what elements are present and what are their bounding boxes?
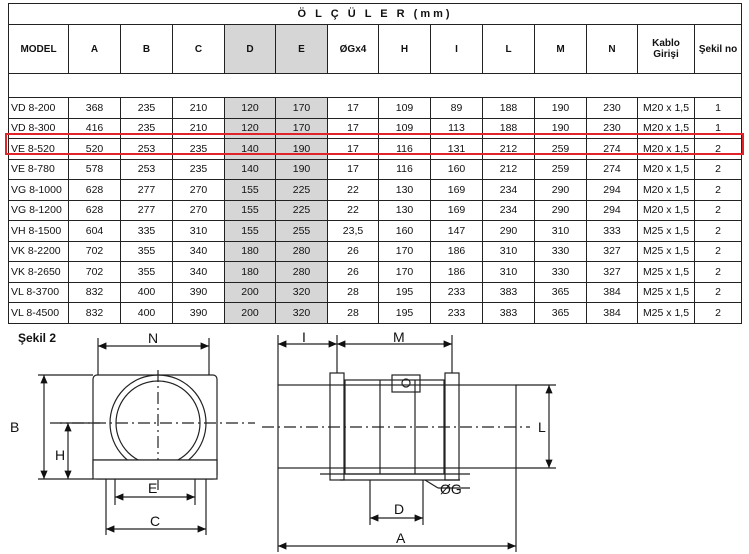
model-cell: VK 8-2650 [9, 262, 69, 283]
table-body [9, 98, 742, 324]
value-cell: 28 [328, 282, 379, 303]
value-cell: 327 [587, 241, 638, 262]
model-cell: VK 8-2200 [9, 241, 69, 262]
header-cell: D [225, 25, 276, 74]
header-row [9, 25, 742, 74]
table-row [9, 241, 742, 262]
technical-drawing [0, 330, 749, 554]
header-cell: Şekil no [695, 25, 742, 74]
value-cell: 520 [69, 139, 121, 160]
header-cell: I [431, 25, 483, 74]
value-cell: 116 [379, 139, 431, 160]
value-cell: 169 [431, 180, 483, 201]
value-cell: 628 [69, 180, 121, 201]
value-cell: 160 [379, 221, 431, 242]
value-cell: 234 [483, 200, 535, 221]
value-cell: 702 [69, 262, 121, 283]
value-cell: 195 [379, 303, 431, 324]
value-cell: 333 [587, 221, 638, 242]
value-cell: 365 [535, 303, 587, 324]
dim-A: A [396, 530, 406, 546]
table-row [9, 262, 742, 283]
model-cell: VL 8-3700 [9, 282, 69, 303]
value-cell: 120 [225, 98, 276, 119]
dim-B: B [10, 419, 20, 435]
value-cell: 2 [695, 139, 742, 160]
value-cell: 190 [535, 98, 587, 119]
value-cell: 190 [276, 159, 328, 180]
value-cell: 180 [225, 262, 276, 283]
value-cell: 310 [483, 262, 535, 283]
blank-row [9, 74, 742, 98]
value-cell: 155 [225, 221, 276, 242]
header-cell: L [483, 25, 535, 74]
value-cell: 832 [69, 282, 121, 303]
table-row [9, 200, 742, 221]
header-cell: M [535, 25, 587, 74]
value-cell: 832 [69, 303, 121, 324]
value-cell: 131 [431, 139, 483, 160]
value-cell: 235 [173, 139, 225, 160]
model-cell: VD 8-200 [9, 98, 69, 119]
value-cell: 327 [587, 262, 638, 283]
model-cell: VE 8-520 [9, 139, 69, 160]
value-cell: M25 x 1,5 [638, 282, 695, 303]
table-title: Ö L Ç Ü L E R (mm) [9, 4, 742, 25]
value-cell: 294 [587, 180, 638, 201]
value-cell: 290 [535, 200, 587, 221]
table-row [9, 303, 742, 324]
dim-I: I [302, 330, 306, 345]
value-cell: M20 x 1,5 [638, 200, 695, 221]
value-cell: 277 [121, 180, 173, 201]
value-cell: 2 [695, 200, 742, 221]
header-cell: E [276, 25, 328, 74]
value-cell: 17 [328, 118, 379, 139]
value-cell: 259 [535, 159, 587, 180]
value-cell: 188 [483, 118, 535, 139]
value-cell: 2 [695, 241, 742, 262]
value-cell: 200 [225, 282, 276, 303]
value-cell: 400 [121, 303, 173, 324]
value-cell: 28 [328, 303, 379, 324]
value-cell: 290 [535, 180, 587, 201]
value-cell: 109 [379, 98, 431, 119]
value-cell: 225 [276, 180, 328, 201]
value-cell: 383 [483, 303, 535, 324]
value-cell: 160 [431, 159, 483, 180]
value-cell: 235 [121, 98, 173, 119]
value-cell: 330 [535, 241, 587, 262]
header-cell: H [379, 25, 431, 74]
value-cell: 1 [695, 118, 742, 139]
model-cell: VG 8-1000 [9, 180, 69, 201]
side-view [262, 373, 530, 480]
value-cell: 17 [328, 159, 379, 180]
value-cell: 277 [121, 200, 173, 221]
value-cell: 280 [276, 241, 328, 262]
figure-label: Şekil 2 [18, 331, 57, 345]
table-row [9, 159, 742, 180]
value-cell: 147 [431, 221, 483, 242]
value-cell: 320 [276, 282, 328, 303]
value-cell: 2 [695, 180, 742, 201]
header-cell: C [173, 25, 225, 74]
dim-H: H [55, 447, 66, 463]
value-cell: 368 [69, 98, 121, 119]
value-cell: 259 [535, 139, 587, 160]
value-cell: 170 [379, 241, 431, 262]
value-cell: 22 [328, 180, 379, 201]
value-cell: 355 [121, 241, 173, 262]
value-cell: 628 [69, 200, 121, 221]
value-cell: 130 [379, 200, 431, 221]
value-cell: 140 [225, 139, 276, 160]
value-cell: 274 [587, 139, 638, 160]
value-cell: 290 [483, 221, 535, 242]
header-cell: A [69, 25, 121, 74]
value-cell: 116 [379, 159, 431, 180]
value-cell: 230 [587, 98, 638, 119]
value-cell: 270 [173, 180, 225, 201]
value-cell: 190 [535, 118, 587, 139]
value-cell: M25 x 1,5 [638, 221, 695, 242]
front-view [50, 370, 255, 490]
model-cell: VL 8-4500 [9, 303, 69, 324]
header-cell: N [587, 25, 638, 74]
value-cell: M25 x 1,5 [638, 241, 695, 262]
value-cell: 235 [173, 159, 225, 180]
model-cell: VD 8-300 [9, 118, 69, 139]
value-cell: 383 [483, 282, 535, 303]
value-cell: M20 x 1,5 [638, 118, 695, 139]
table-row [9, 180, 742, 201]
value-cell: 233 [431, 282, 483, 303]
value-cell: 155 [225, 200, 276, 221]
value-cell: 384 [587, 303, 638, 324]
value-cell: 253 [121, 159, 173, 180]
value-cell: M25 x 1,5 [638, 262, 695, 283]
value-cell: 140 [225, 159, 276, 180]
highlight-box [5, 133, 744, 155]
value-cell: 23,5 [328, 221, 379, 242]
value-cell: 186 [431, 262, 483, 283]
value-cell: 170 [276, 118, 328, 139]
value-cell: 2 [695, 303, 742, 324]
value-cell: 355 [121, 262, 173, 283]
dim-C: C [150, 513, 161, 529]
model-cell: VG 8-1200 [9, 200, 69, 221]
value-cell: 130 [379, 180, 431, 201]
value-cell: 234 [483, 180, 535, 201]
value-cell: 390 [173, 282, 225, 303]
value-cell: M20 x 1,5 [638, 139, 695, 160]
value-cell: 702 [69, 241, 121, 262]
value-cell: 170 [276, 98, 328, 119]
model-cell: VH 8-1500 [9, 221, 69, 242]
value-cell: 253 [121, 139, 173, 160]
value-cell: 310 [173, 221, 225, 242]
value-cell: 195 [379, 282, 431, 303]
value-cell: 2 [695, 282, 742, 303]
value-cell: 1 [695, 98, 742, 119]
value-cell: 280 [276, 262, 328, 283]
value-cell: 335 [121, 221, 173, 242]
value-cell: 180 [225, 241, 276, 262]
value-cell: 17 [328, 139, 379, 160]
value-cell: 330 [535, 262, 587, 283]
value-cell: 22 [328, 200, 379, 221]
value-cell: 169 [431, 200, 483, 221]
value-cell: 320 [276, 303, 328, 324]
value-cell: 235 [121, 118, 173, 139]
value-cell: 390 [173, 303, 225, 324]
value-cell: 365 [535, 282, 587, 303]
value-cell: 2 [695, 262, 742, 283]
value-cell: M20 x 1,5 [638, 159, 695, 180]
header-cell: Kablo Girişi [638, 25, 695, 74]
value-cell: 113 [431, 118, 483, 139]
value-cell: 89 [431, 98, 483, 119]
value-cell: 2 [695, 159, 742, 180]
value-cell: 212 [483, 139, 535, 160]
value-cell: 310 [483, 241, 535, 262]
value-cell: M20 x 1,5 [638, 98, 695, 119]
value-cell: 578 [69, 159, 121, 180]
value-cell: 212 [483, 159, 535, 180]
value-cell: 294 [587, 200, 638, 221]
dim-E: E [148, 480, 158, 496]
table-row [9, 221, 742, 242]
value-cell: 230 [587, 118, 638, 139]
value-cell: 2 [695, 221, 742, 242]
value-cell: 109 [379, 118, 431, 139]
value-cell: 340 [173, 262, 225, 283]
value-cell: 210 [173, 118, 225, 139]
header-cell: B [121, 25, 173, 74]
value-cell: 200 [225, 303, 276, 324]
table-row [9, 282, 742, 303]
value-cell: 274 [587, 159, 638, 180]
dim-N: N [148, 330, 159, 346]
value-cell: 340 [173, 241, 225, 262]
value-cell: 17 [328, 98, 379, 119]
dim-M: M [393, 330, 405, 345]
dim-D: D [394, 501, 405, 517]
dim-L: L [538, 419, 546, 435]
value-cell: 225 [276, 200, 328, 221]
value-cell: 188 [483, 98, 535, 119]
value-cell: 384 [587, 282, 638, 303]
value-cell: 210 [173, 98, 225, 119]
value-cell: 26 [328, 241, 379, 262]
value-cell: 155 [225, 180, 276, 201]
dim-G: ØG [440, 481, 462, 497]
value-cell: 190 [276, 139, 328, 160]
model-cell: VE 8-780 [9, 159, 69, 180]
value-cell: M20 x 1,5 [638, 180, 695, 201]
table-row [9, 98, 742, 119]
value-cell: 310 [535, 221, 587, 242]
value-cell: 270 [173, 200, 225, 221]
value-cell: 604 [69, 221, 121, 242]
value-cell: 170 [379, 262, 431, 283]
dimensions-table [8, 3, 742, 324]
header-cell: MODEL [9, 25, 69, 74]
value-cell: 120 [225, 118, 276, 139]
value-cell: 233 [431, 303, 483, 324]
value-cell: M25 x 1,5 [638, 303, 695, 324]
value-cell: 255 [276, 221, 328, 242]
value-cell: 400 [121, 282, 173, 303]
value-cell: 416 [69, 118, 121, 139]
header-cell: ØGx4 [328, 25, 379, 74]
value-cell: 26 [328, 262, 379, 283]
value-cell: 186 [431, 241, 483, 262]
